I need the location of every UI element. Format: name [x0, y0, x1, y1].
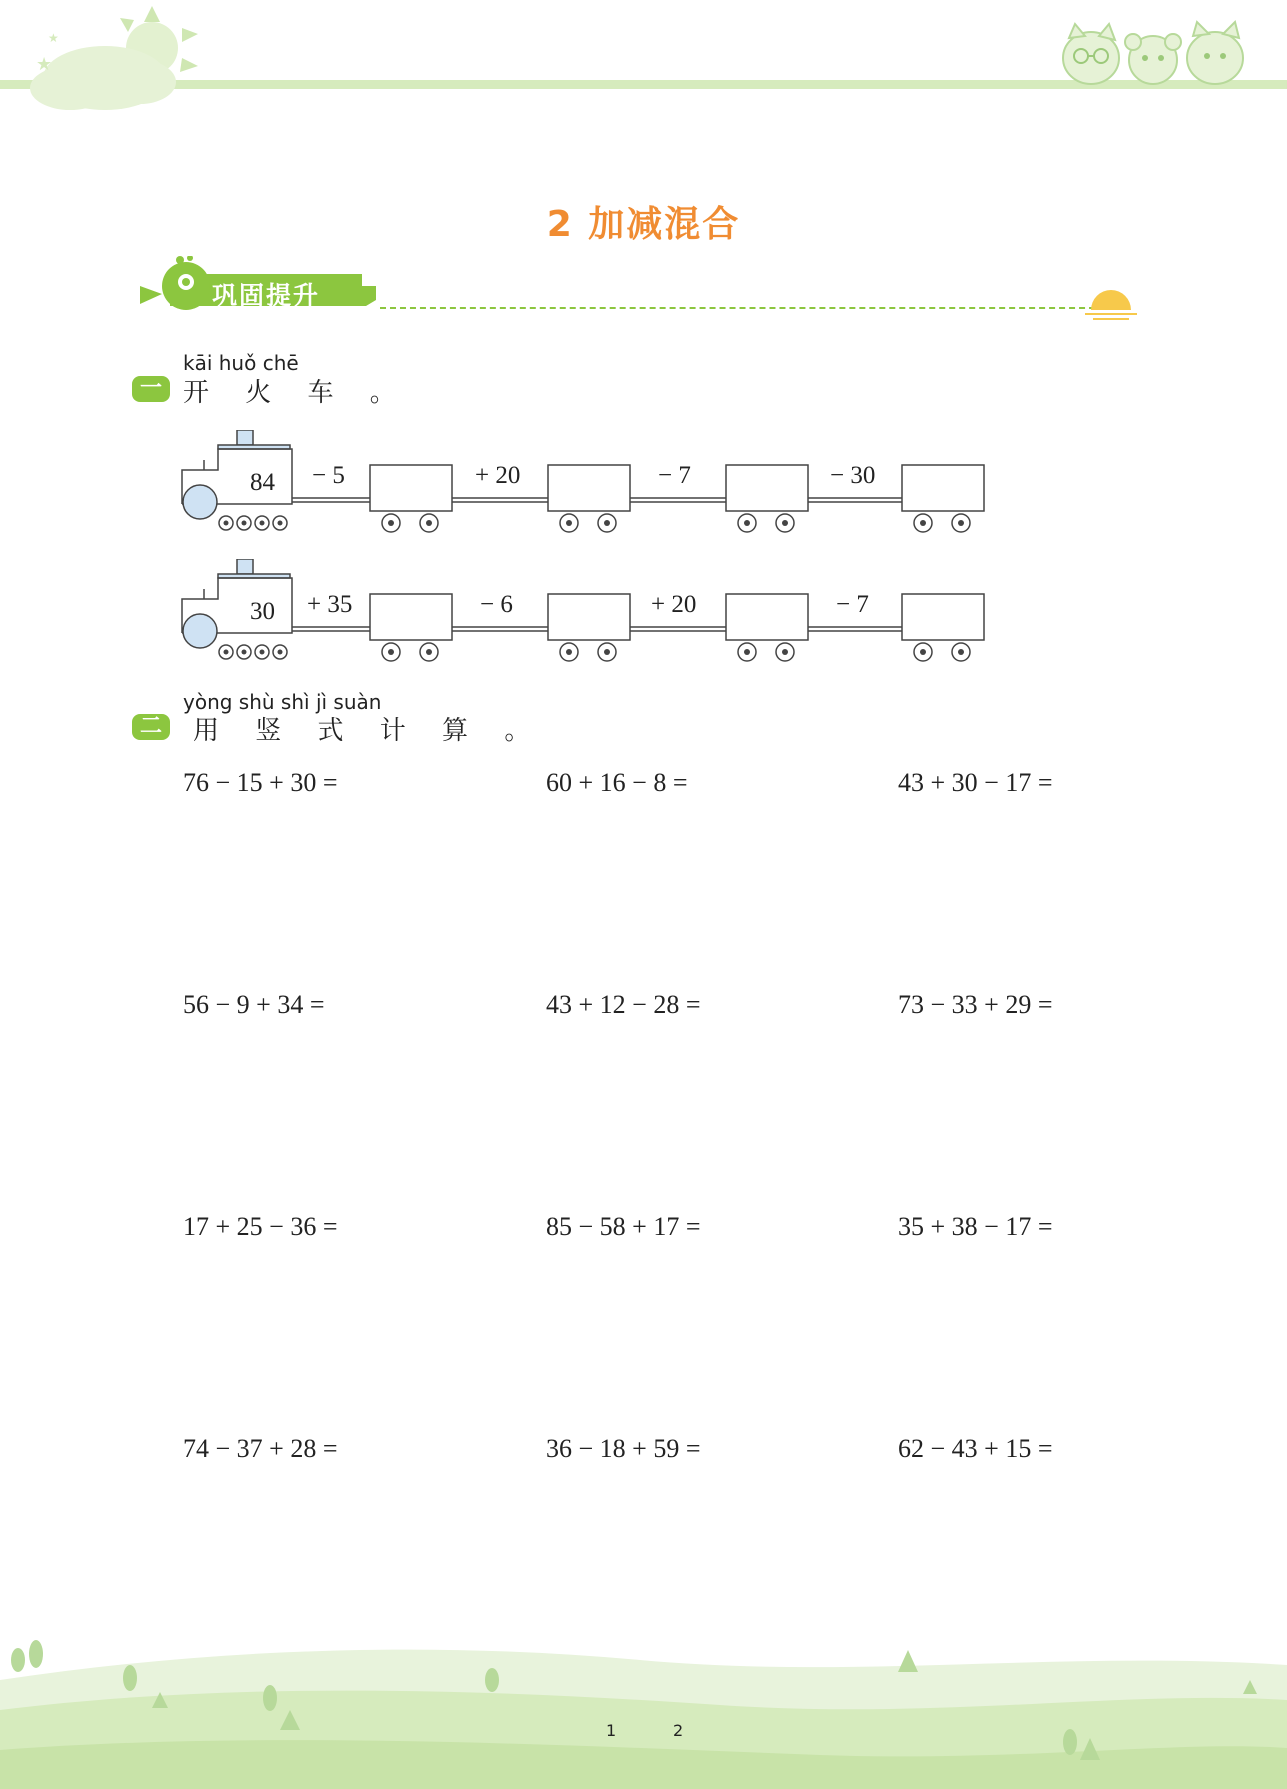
hills-footer: [0, 1620, 1287, 1789]
train-2-car-1[interactable]: [370, 594, 452, 640]
train-2-car-4[interactable]: [902, 594, 984, 640]
problem-3-1: 17 + 25 − 36 =: [183, 1212, 338, 1241]
train-2-op-4: − 7: [836, 591, 869, 618]
section2-heading: 用 竖 式 计 算 。: [193, 716, 545, 746]
page-number-2: 2: [673, 1721, 684, 1740]
problem-2-2: 43 + 12 − 28 =: [546, 990, 701, 1019]
page-number-1: 1: [606, 1721, 617, 1740]
train-1-car-1[interactable]: [370, 465, 452, 511]
train-1-op-3: − 7: [658, 462, 691, 489]
train-1-start-value: 84: [250, 469, 275, 496]
train-2-car-3[interactable]: [726, 594, 808, 640]
page-title: 2 加减混合: [546, 204, 741, 245]
train-2: [180, 559, 1000, 665]
problem-2-3: 73 − 33 + 29 =: [898, 990, 1053, 1019]
train-2-op-2: − 6: [480, 591, 513, 618]
section2-pinyin: yòng shù shì jì suàn: [183, 690, 382, 714]
train-2-start-value: 30: [250, 598, 275, 625]
svg-text:★: ★: [48, 31, 59, 45]
problem-1-3: 43 + 30 − 17 =: [898, 768, 1053, 797]
svg-text:★: ★: [36, 54, 53, 75]
train-1-op-4: − 30: [830, 462, 876, 489]
section2-badge: 二: [132, 714, 170, 740]
train-1-op-1: − 5: [312, 462, 345, 489]
problem-1-1: 76 − 15 + 30 =: [183, 768, 338, 797]
banner-label: 巩固提升: [212, 281, 321, 310]
problem-4-2: 36 − 18 + 59 =: [546, 1434, 701, 1463]
problem-3-3: 35 + 38 − 17 =: [898, 1212, 1053, 1241]
problem-4-3: 62 − 43 + 15 =: [898, 1434, 1053, 1463]
train-1-car-3[interactable]: [726, 465, 808, 511]
sunset-icon: [1085, 286, 1137, 324]
section1-heading: 开 火 车 。: [183, 378, 410, 408]
cloud-sun-decoration: [0, 0, 220, 115]
problem-2-1: 56 − 9 + 34 =: [183, 990, 325, 1019]
train-2-op-3: + 20: [651, 591, 697, 618]
section1-pinyin: kāi huǒ chē: [183, 351, 299, 375]
train-2-car-2[interactable]: [548, 594, 630, 640]
animal-faces-decoration: [1055, 20, 1255, 88]
train-1-op-2: + 20: [475, 462, 521, 489]
banner-dashed-line: [380, 307, 1125, 309]
train-1-car-2[interactable]: [548, 465, 630, 511]
problem-3-2: 85 − 58 + 17 =: [546, 1212, 701, 1241]
train-2-op-1: + 35: [307, 591, 353, 618]
train-1: [180, 430, 1000, 536]
train-1-car-4[interactable]: [902, 465, 984, 511]
section1-badge: 一: [132, 376, 170, 402]
problem-1-2: 60 + 16 − 8 =: [546, 768, 688, 797]
problem-4-1: 74 − 37 + 28 =: [183, 1434, 338, 1463]
